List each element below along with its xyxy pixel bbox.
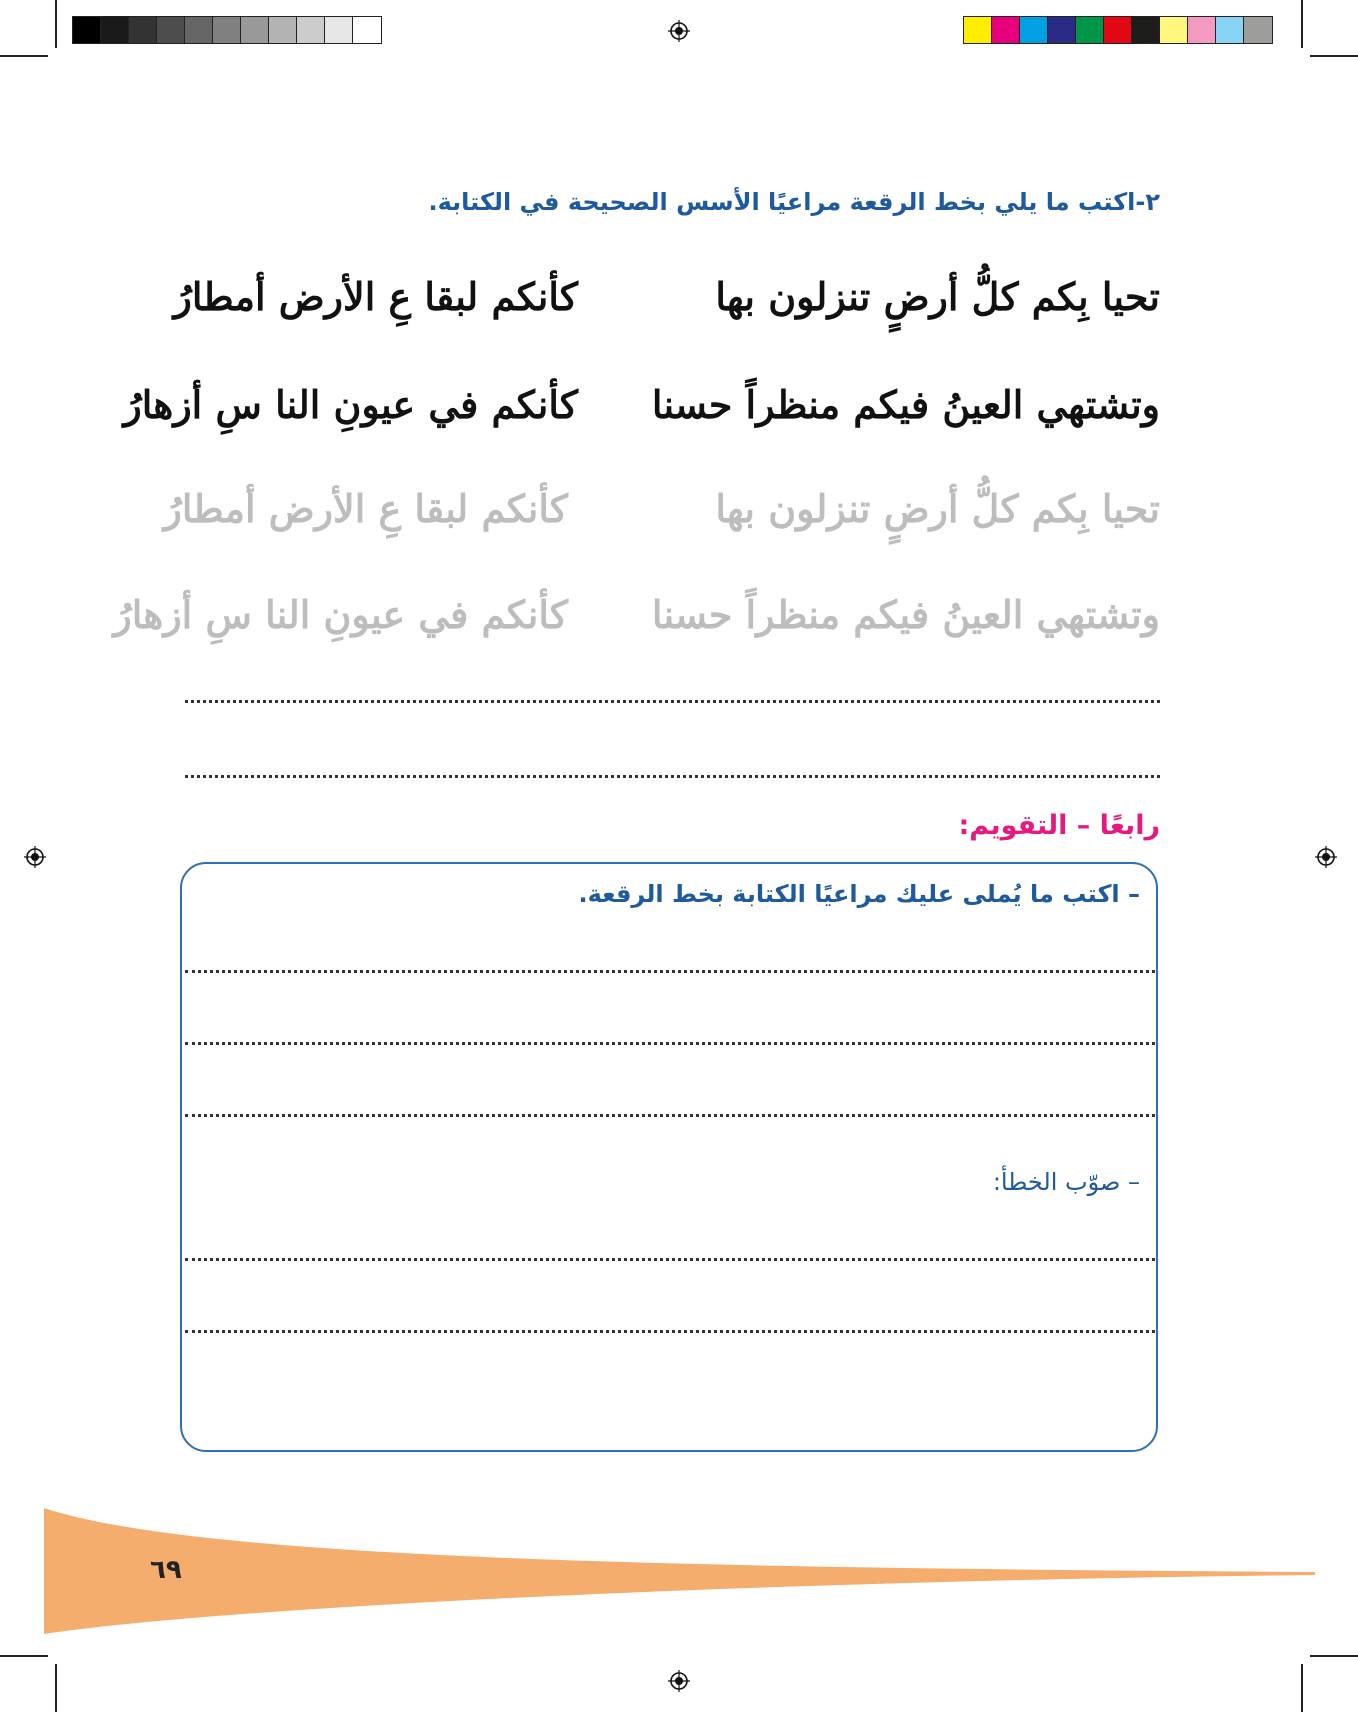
gray-swatch-5 (185, 17, 213, 43)
trace-verse-1-second-hemistich: كأنكم لبقا عِ الأرض أمطارُ (163, 486, 568, 531)
registration-mark-right-icon (1315, 846, 1337, 868)
color-swatch-10 (1216, 17, 1244, 43)
gray-swatch-1 (73, 17, 101, 43)
gray-swatch-4 (157, 17, 185, 43)
color-swatch-6 (1104, 17, 1132, 43)
trace-verse-2-first-hemistich: وتشتهي العينُ فيكم منظراً حسنا (651, 592, 1160, 637)
verse-1-first-hemistich: تحيا بِكم كلُّ أرضٍ تنزلون بها (715, 274, 1160, 319)
color-swatch-9 (1188, 17, 1216, 43)
gray-swatch-11 (353, 17, 381, 43)
gray-swatch-3 (129, 17, 157, 43)
grayscale-color-bar (72, 16, 382, 44)
writing-line-1[interactable] (185, 700, 1160, 703)
color-swatch-4 (1048, 17, 1076, 43)
verse-2-first-hemistich: وتشتهي العينُ فيكم منظراً حسنا (651, 382, 1160, 427)
registration-mark-bottom-icon (668, 1670, 690, 1692)
color-swatch-2 (992, 17, 1020, 43)
correct-error-instruction: – صوّب الخطأ: (992, 1168, 1140, 1196)
process-color-bar (963, 16, 1273, 44)
gray-swatch-8 (269, 17, 297, 43)
dictation-line-1[interactable] (185, 970, 1155, 973)
color-swatch-11 (1244, 17, 1272, 43)
dictation-line-3[interactable] (185, 1114, 1155, 1117)
correction-line-2[interactable] (185, 1330, 1155, 1333)
dictation-instruction: – اكتب ما يُملى عليك مراعيًا الكتابة بخط الرقعة. (578, 880, 1140, 908)
correction-line-1[interactable] (185, 1258, 1155, 1261)
verse-2-second-hemistich: كأنكم في عيونِ النا سِ أزهارُ (123, 382, 578, 427)
color-swatch-8 (1160, 17, 1188, 43)
trace-verse-2-second-hemistich: كأنكم في عيونِ النا سِ أزهارُ (113, 592, 568, 637)
color-swatch-5 (1076, 17, 1104, 43)
gray-swatch-10 (325, 17, 353, 43)
registration-mark-left-icon (24, 846, 46, 868)
footer-orange-band (0, 1500, 1358, 1640)
trace-verse-1-first-hemistich: تحيا بِكم كلُّ أرضٍ تنزلون بها (715, 486, 1160, 531)
exercise-instruction: ٢-اكتب ما يلي بخط الرقعة مراعيًا الأسس الصحيحة في الكتابة. (428, 188, 1160, 216)
color-swatch-3 (1020, 17, 1048, 43)
page-number: ٦٩ (150, 1555, 182, 1585)
registration-mark-top-icon (668, 20, 690, 42)
gray-swatch-2 (101, 17, 129, 43)
gray-swatch-6 (213, 17, 241, 43)
dictation-line-2[interactable] (185, 1042, 1155, 1045)
writing-line-2[interactable] (185, 775, 1160, 778)
evaluation-title: رابعًا – التقويم: (958, 810, 1160, 841)
verse-1-second-hemistich: كأنكم لبقا عِ الأرض أمطارُ (173, 274, 578, 319)
gray-swatch-9 (297, 17, 325, 43)
color-swatch-7 (1132, 17, 1160, 43)
color-swatch-1 (964, 17, 992, 43)
evaluation-box (180, 862, 1158, 1452)
gray-swatch-7 (241, 17, 269, 43)
